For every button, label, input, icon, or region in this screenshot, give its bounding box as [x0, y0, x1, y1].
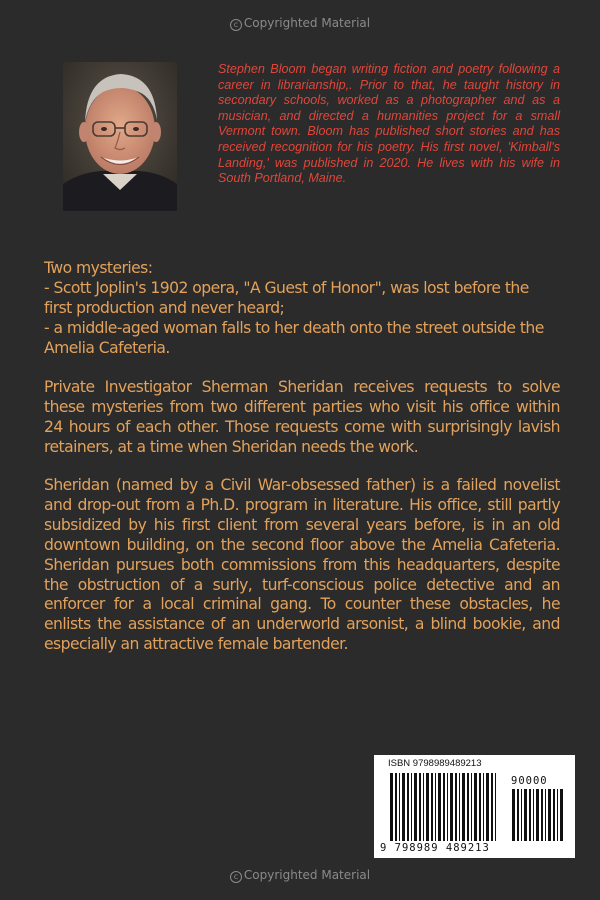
copyright-icon: c — [230, 871, 242, 883]
author-bio: Stephen Bloom began writing fiction and poetry following a career in librarianship,. Prior to that, he taught history in secondary schools, worked as a photographer and as a musician, and directed a humanities project for a small Vermont town. Bloom has published short stories and has received recognition for his poetry. His first novel, 'Kimball's Landing,' was published in 2020. He lives with his wife in South Portland, Maine. — [218, 62, 560, 186]
copyright-icon: c — [230, 19, 242, 31]
author-photo — [63, 62, 177, 211]
mystery-item-fall: - a middle-aged woman falls to her death onto the street outside the Amelia Cafeteria. — [44, 318, 544, 357]
paragraph-investigator: Private Investigator Sherman Sheridan receives requests to solve these mysteries from two different parties who visit his office within 24 hours of each other. Those requests come with surprisingly lavish retainers, at a time when Sheridan needs the work. — [44, 378, 560, 456]
copyright-watermark-bottom: c Copyrighted Material — [0, 868, 600, 883]
copyright-watermark-top: c Copyrighted Material — [0, 16, 600, 31]
isbn-label: ISBN 9798989489213 — [388, 758, 482, 769]
barcode-number: 9 798989 489213 — [380, 842, 490, 854]
paragraph-sheridan: Sheridan (named by a Civil War-obsessed father) is a failed novelist and drop-out from a Ph.D. program in literature. His office, still partly subsidized by his first client from several years before, is in an old downtown building, on the second floor above the Amelia Cafeteria. Sheridan pursues both commissions from this headquarters, despite the obstruction of a surly, turf-conscious police detective and an enforcer for a local criminal gang. To counter these obstacles, he enlists the assistance of an underworld arsonist, a blind bookie, and especially an attractive female bartender. — [44, 476, 560, 654]
mysteries-intro: Two mysteries: — [44, 259, 153, 277]
mysteries-section — [44, 259, 560, 359]
price-code: 90000 — [511, 775, 548, 787]
isbn-barcode-box — [374, 755, 575, 858]
author-portrait-image — [63, 62, 177, 211]
mystery-item-opera: - Scott Joplin's 1902 opera, "A Guest of Honor", was lost before the first production and never heard; — [44, 278, 529, 317]
